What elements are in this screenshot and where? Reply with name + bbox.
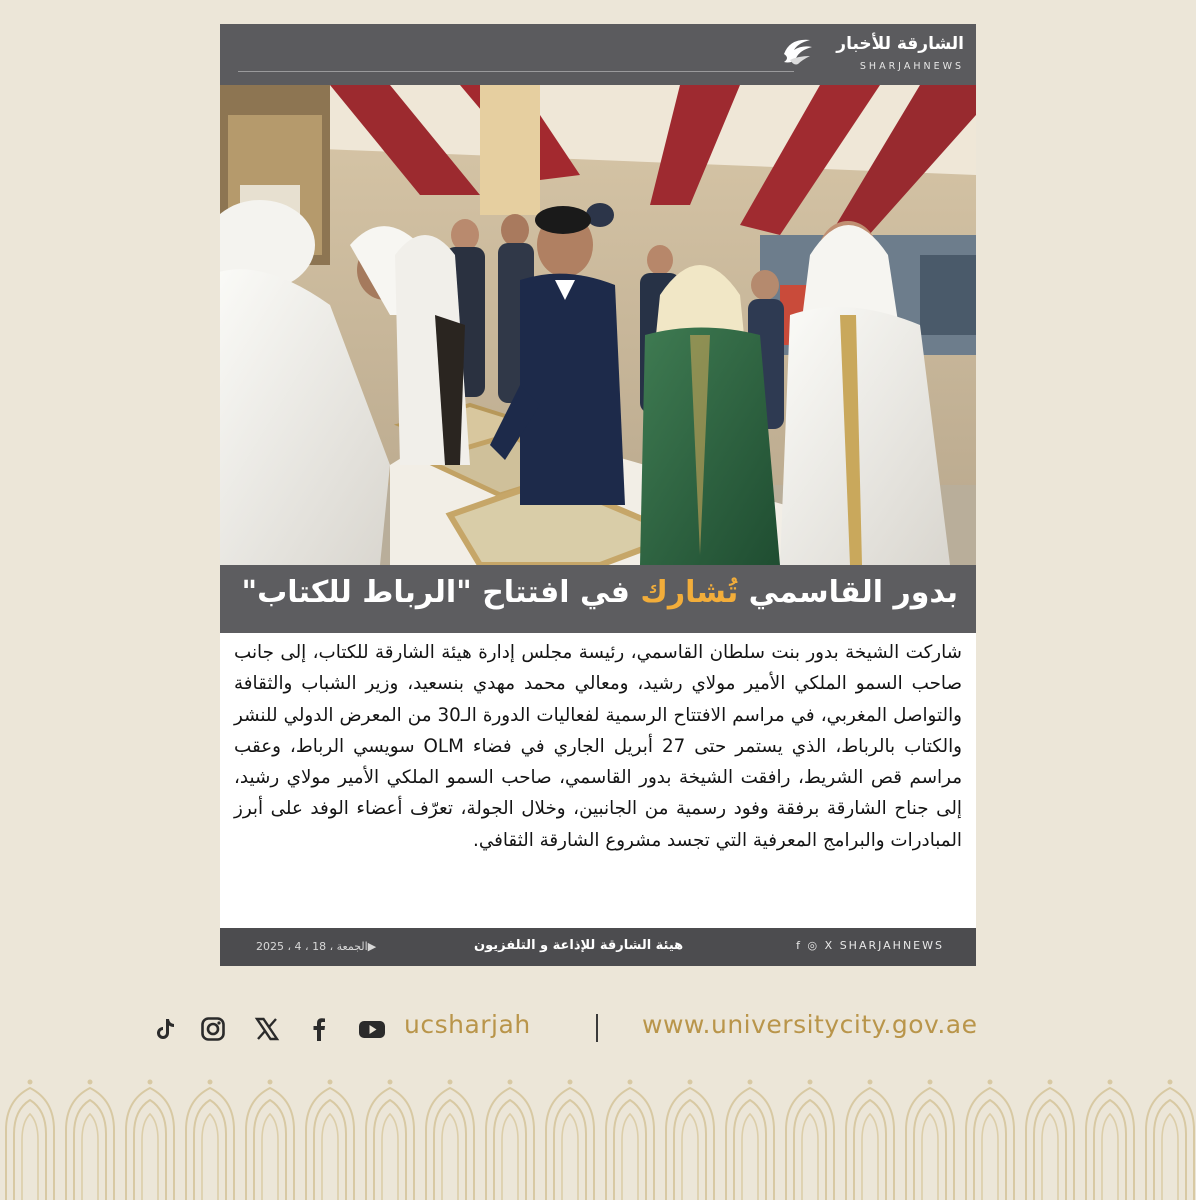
sharjahnews-brand: [764, 32, 964, 78]
facebook-icon[interactable]: [306, 1016, 332, 1042]
header-divider: [238, 71, 794, 72]
decorative-arch-pattern: [0, 1070, 1196, 1200]
headline-bar: [220, 565, 976, 633]
footer-organization: هيئة الشارقة للإذاعة و التلفزيون: [474, 938, 684, 953]
ucsharjah-handle[interactable]: ucsharjah: [404, 1010, 531, 1039]
article-body: شاركت الشيخة بدور بنت سلطان القاسمي، رئيسة مجلس إدارة هيئة الشارقة للكتاب، إلى جانب صاحب السمو الملكي الأمير مولاي رشيد، ومعالي محمد مهدي بنسعيد، وزير الشباب والثقافة والتواصل المغربي، في مراسم الافتتاح الرسمية لفعاليات الدورة الـ30 من المعرض الدولي للنشر والكتاب بالرباط، الذي يستمر حتى 27 أبريل الجاري في فضاء OLM سويسي الرباط، وعقب مراسم قص الشريط، رافقت الشيخة بدور القاسمي، صاحب السمو الملكي الأمير مولاي رشيد، إلى جناح الشارقة برفقة وفود رسمية من الجانبين، وخلال الجولة، تعرّف أعضاء الوفد على أبرز المبادرات والبرامج المعرفية التي تجسد مشروع الشارقة الثقافي.: [234, 642, 962, 851]
footer-date: [256, 940, 376, 953]
headline: [242, 575, 958, 610]
headline-part2: في افتتاح "الرباط للكتاب": [241, 575, 641, 610]
contact-divider: [596, 1014, 598, 1042]
card-header: [220, 24, 976, 85]
brand-english-name: SHARJAHNEWS: [859, 61, 964, 72]
brand-arabic-name: الشارقة للأخبار: [836, 34, 964, 54]
x-icon[interactable]: X: [824, 939, 835, 952]
sharjahnews-logo-icon: [780, 34, 816, 68]
headline-highlight: تُشارك: [640, 575, 739, 610]
headline-part1: بدور القاسمي: [738, 575, 958, 610]
news-photo: [220, 85, 976, 565]
instagram-icon[interactable]: ◎: [807, 939, 820, 952]
x-icon[interactable]: [254, 1016, 280, 1042]
website-link[interactable]: www.universitycity.gov.ae: [642, 1010, 978, 1039]
footer-date-text: الجمعة ، 18 ، 4 ، 2025: [256, 940, 368, 953]
tiktok-icon[interactable]: [152, 1016, 178, 1042]
news-card: [220, 24, 976, 966]
footer-social-handle: SHARJAHNEWS: [839, 939, 944, 952]
instagram-icon[interactable]: [200, 1016, 226, 1042]
event-photo-illustration: [220, 85, 976, 565]
facebook-icon[interactable]: f: [796, 939, 803, 952]
contact-row: [0, 1002, 1196, 1052]
play-icon: ▶: [367, 940, 377, 953]
youtube-icon[interactable]: [358, 1016, 386, 1042]
card-footer: [220, 928, 976, 966]
footer-social: [796, 939, 944, 952]
